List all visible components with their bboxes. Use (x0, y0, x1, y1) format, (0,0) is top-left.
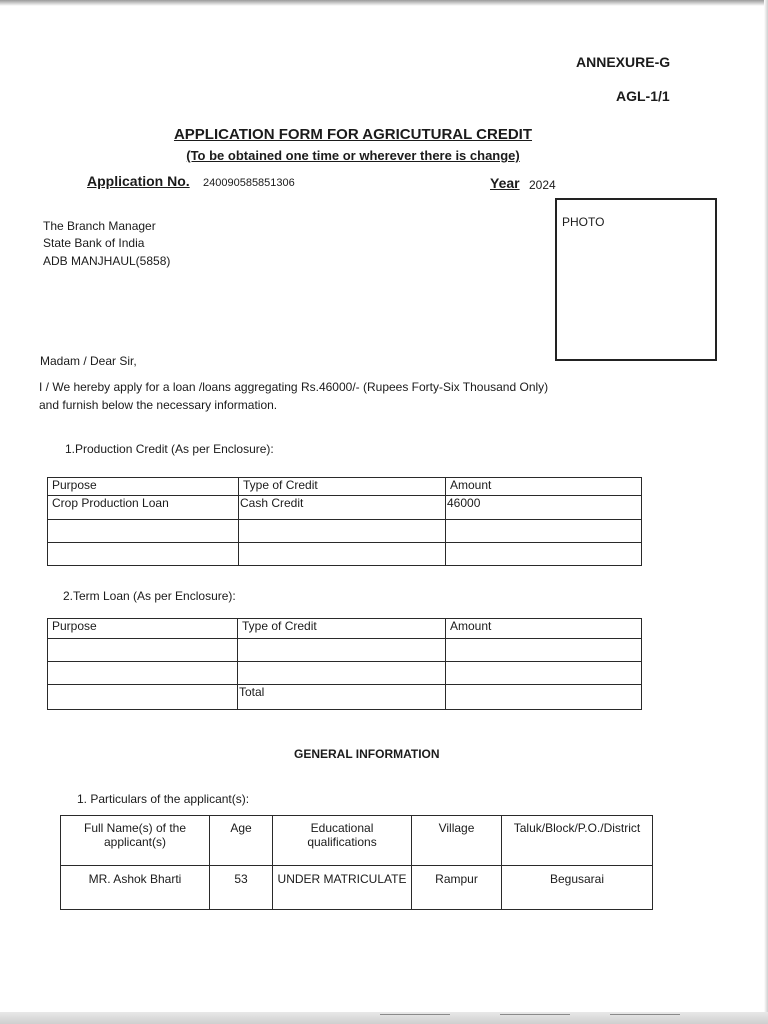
year-value: 2024 (529, 178, 556, 192)
applicant-name: MR. Ashok Bharti (61, 866, 210, 910)
table-cell (48, 662, 238, 685)
table-cell (48, 639, 238, 662)
header-cell: Age (210, 816, 273, 866)
addressee-line-1: The Branch Manager (43, 219, 156, 233)
table-cell: Crop Production Loan (48, 496, 239, 520)
table-row (48, 496, 642, 520)
applicant-village: Rampur (412, 866, 502, 910)
addressee-line-2: State Bank of India (43, 236, 145, 250)
form-title: APPLICATION FORM FOR AGRICUTURAL CREDIT (173, 126, 533, 143)
production-credit-heading: 1.Production Credit (As per Enclosure): (65, 442, 274, 456)
salutation: Madam / Dear Sir, (40, 354, 137, 368)
table-cell (48, 685, 238, 710)
table-cell (446, 662, 642, 685)
scan-right-edge (764, 0, 768, 1024)
table-row (61, 866, 653, 910)
table-cell (48, 520, 239, 543)
particulars-heading: 1. Particulars of the applicant(s): (77, 792, 250, 806)
applicant-district: Begusarai (502, 866, 653, 910)
applicant-education: UNDER MATRICULATE (273, 866, 412, 910)
table-cell (238, 639, 446, 662)
intro-line-1: I / We hereby apply for a loan /loans aggregating Rs.46000/- (Rupees Forty-Six Thousand Only) (39, 380, 549, 394)
particulars-table (60, 815, 653, 910)
header-cell: Type of Credit (238, 619, 446, 639)
scan-top-edge (0, 0, 768, 6)
table-cell (446, 639, 642, 662)
table-header-row (48, 619, 642, 639)
header-cell: Full Name(s) of the applicant(s) (61, 816, 210, 866)
form-subtitle: (To be obtained one time or wherever there is change) (186, 148, 520, 163)
table-total-row (48, 685, 642, 710)
scan-bottom-strip (0, 1012, 768, 1024)
table-row (48, 543, 642, 566)
table-cell: Cash Credit (239, 496, 446, 520)
application-number: 240090585851306 (203, 177, 295, 189)
table-cell (446, 543, 642, 566)
table-cell: 46000 (446, 496, 642, 520)
table-row (48, 639, 642, 662)
header-cell: Amount (446, 478, 642, 496)
table-header-row (48, 478, 642, 496)
bottom-paper-mark (500, 1014, 570, 1020)
table-cell (48, 543, 239, 566)
term-loan-table (47, 618, 642, 710)
intro-line-2: and furnish below the necessary information. (39, 398, 278, 412)
bottom-paper-mark (610, 1014, 680, 1020)
header-cell: Educational qualifications (273, 816, 412, 866)
year-label: Year (490, 175, 520, 191)
application-number-label: Application No. (87, 173, 190, 189)
table-cell (446, 685, 642, 710)
general-information-heading: GENERAL INFORMATION (294, 747, 440, 761)
table-cell (239, 520, 446, 543)
table-cell (446, 520, 642, 543)
form-code: AGL-1/1 (616, 88, 670, 104)
photo-box (555, 198, 717, 361)
header-cell: Purpose (48, 478, 239, 496)
annexure-label: ANNEXURE-G (576, 54, 671, 70)
photo-label: PHOTO (562, 215, 605, 229)
table-cell (238, 662, 446, 685)
table-header-row (61, 816, 653, 866)
applicant-age: 53 (210, 866, 273, 910)
production-credit-table (47, 477, 642, 566)
header-cell: Taluk/Block/P.O./District (502, 816, 653, 866)
total-label: Total (238, 685, 446, 710)
table-row (48, 520, 642, 543)
header-cell: Village (412, 816, 502, 866)
table-cell (239, 543, 446, 566)
addressee-line-3: ADB MANJHAUL(5858) (43, 254, 171, 268)
term-loan-heading: 2.Term Loan (As per Enclosure): (63, 589, 236, 603)
header-cell: Amount (446, 619, 642, 639)
header-cell: Purpose (48, 619, 238, 639)
bottom-paper-mark (380, 1014, 450, 1020)
header-cell: Type of Credit (239, 478, 446, 496)
table-row (48, 662, 642, 685)
